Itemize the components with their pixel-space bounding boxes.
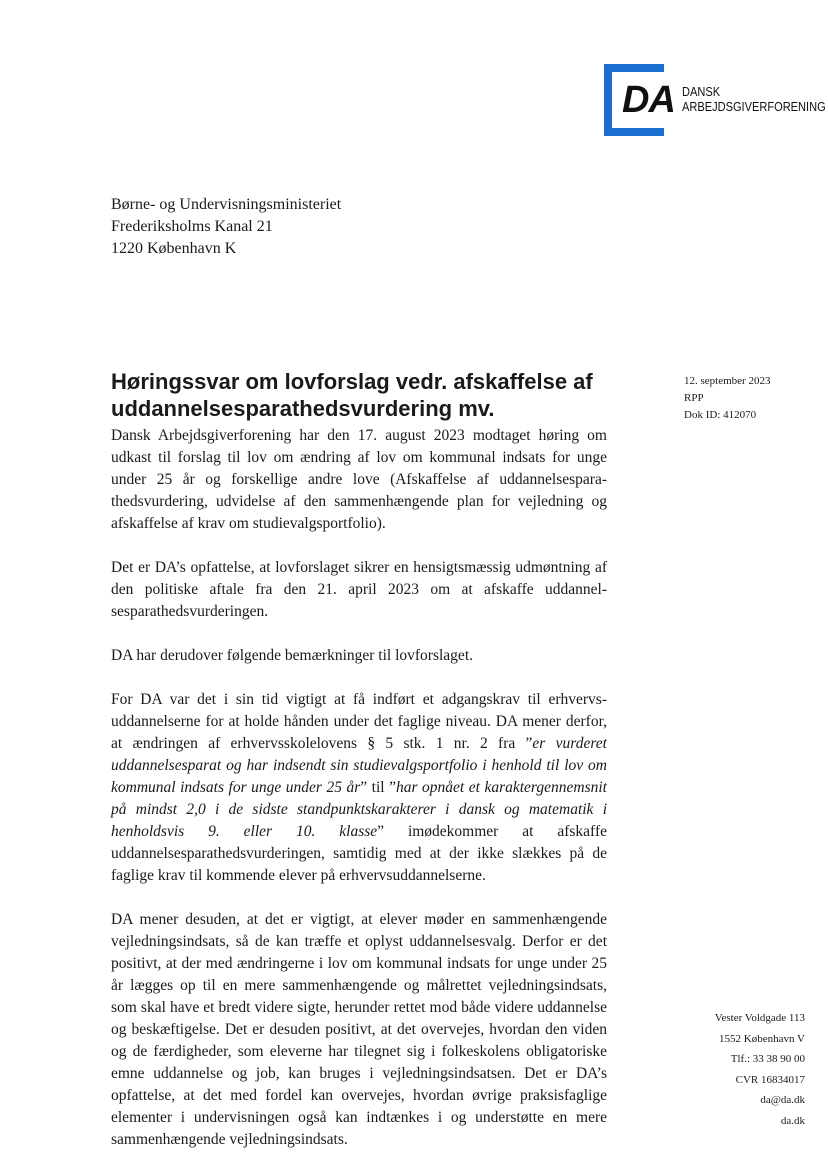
recipient-address [111, 194, 341, 260]
recipient-name: Børne- og Undervisningsministeriet [111, 196, 342, 213]
recipient-street: Frederiksholms Kanal 21 [111, 218, 273, 235]
sender-city: 1552 København V [719, 1032, 805, 1045]
author-initials: RPP [684, 392, 704, 404]
text-segment: ” til ” [360, 779, 396, 796]
quoted-old-text: er vurderet uddannelsesparat og har indsendt sin studievalgsportfolio i henhold til lov om kommunal indsats for unge under 25 år [111, 735, 607, 796]
document-meta [684, 373, 770, 424]
document-date: 12. september 2023 [684, 375, 771, 387]
paragraph-intro: Dansk Arbejdsgiverforening har den 17. august 2023 modtaget høring om udkast til forslag til lov om ændring af lov om kommunal indsats for unge under 25 år og forskellige andre love (Afskaffelse af uddannelsesparathedsvurdering, udvidelse af den sammenhængende plan for vejledning og afskaffelse af krav om studievalgsportfolio). [111, 427, 607, 532]
logo-line-2: ARBEJDSGIVERFORENING [682, 99, 826, 114]
text-segment: ” imødekommer at afskaffe uddannelsesparathedsvurderingen, samtidig med at der ikke slækkes på de faglige krav til kommende elever på erhvervsuddannelserne. [111, 823, 607, 884]
recipient-city: 1220 København K [111, 240, 237, 257]
paragraph-admission-requirement [111, 689, 607, 887]
sender-phone: Tlf.: 33 38 90 00 [730, 1053, 805, 1065]
sender-street: Vester Voldgade 113 [714, 1012, 805, 1024]
logo-line-1: DANSK [682, 84, 721, 99]
logo-wordmark [682, 84, 828, 114]
logo [604, 64, 826, 140]
logo-monogram: DA [622, 79, 675, 121]
sender-address [715, 1008, 805, 1131]
paragraph-remarks: DA har derudover følgende bemærkninger til lovforslaget. [111, 647, 473, 664]
logo-mark [604, 64, 675, 136]
paragraph-opinion: Det er DA’s opfattelse, at lovforslaget sikrer en hensigtsmæssig udmøntning af den politiske aftale fra den 21. april 2023 om at afskaffe uddannelsesparathedsvurderingen. [111, 559, 607, 620]
text-segment: For DA var det i sin tid vigtigt at få indført et adgangskrav til erhvervsuddannelserne for at holde hånden under det faglige niveau. DA mener derfor, at ændringen af erhvervsskolelovens § 5 stk. 1 nr. 2 fra ” [111, 691, 607, 752]
paragraph-guidance: DA mener desuden, at det er vigtigt, at elever møder en sammenhængende vejledningsindsats, så de kan træffe et oplyst uddannelsesvalg. Derfor er det positivt, at der med ændringerne i lov om kommunal indsats for unge under 25 år lægges op til en mere sammenhængende og målrettet vejledningsindsats, som skal have et bredt videre sigte, herunder rettet mod både videre uddannelse og beskæftigelse. Det er desuden positivt, at det overvejes, hvordan den viden og de færdigheder, som eleverne har tilegnet sig i folkeskolens obligatoriske emne uddannelse og job, kan bruges i vejledningsindsatsen. Det er DA’s opfattelse, at det med fordel kan overvejes, hvordan øvrige praksisfaglige elementer i undervisningen også kan indtænkes i og understøtte en mere sammenhængende vejledningsindsats. [111, 911, 607, 1148]
sender-email: da@da.dk [760, 1094, 805, 1106]
document-id: Dok ID: 412070 [684, 409, 757, 421]
letter-body [111, 425, 607, 1151]
sender-website: da.dk [780, 1114, 805, 1127]
sender-cvr: CVR 16834017 [735, 1073, 805, 1086]
quoted-new-text: har opnået et karaktergennemsnit på mindst 2,0 i de sidste standpunktskarakterer i dansk og matematik i henholdsvis 9. eller 10. klasse [111, 779, 607, 840]
document-title: Høringssvar om lovforslag vedr. afskaffelse af uddannelsesparathedsvurdering mv. [111, 369, 593, 421]
